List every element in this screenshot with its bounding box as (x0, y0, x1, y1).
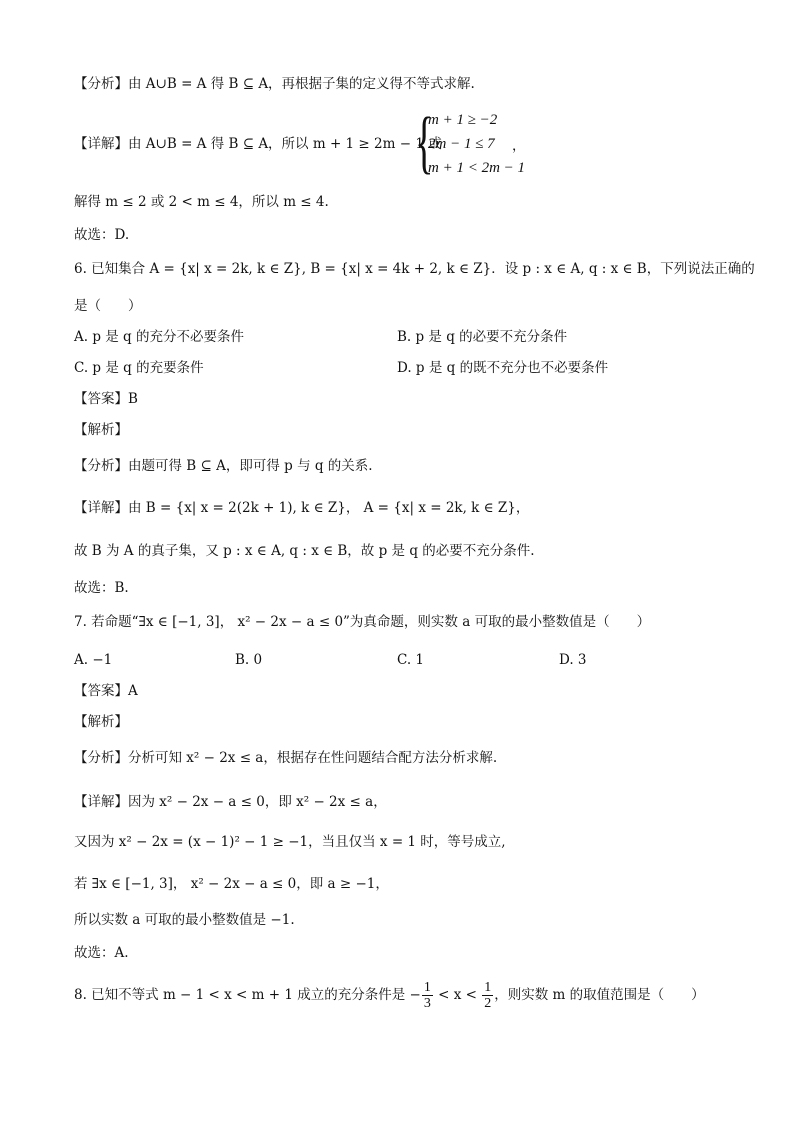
q7-choose: 故选：A. (74, 945, 129, 961)
q6-stem-line2: 是（ ） (74, 298, 142, 314)
fraction-numerator: 1 (484, 980, 492, 995)
q8-stem (74, 978, 705, 1012)
system-row-1: m + 1 ≥ −2 (428, 112, 498, 128)
q7-option-c: C. 1 (397, 652, 425, 668)
system-suffix: ， (512, 138, 526, 154)
q6-detail: 【详解】由 B = {x| x = 2(2k + 1), k ∈ Z}， A = {x| x = 2k, k ∈ Z}， (74, 500, 530, 516)
q8-stem-start: 8. 已知不等式 m − 1 < x < m + 1 成立的充分条件是 − (74, 987, 421, 1003)
system-brace: { (415, 104, 434, 181)
q7-option-a: A. −1 (74, 652, 113, 668)
fraction-one-third (422, 980, 433, 1011)
q7-stem: 7. 若命题“∃x ∈ [−1, 3]， x² − 2x − a ≤ 0”为真命题，则实数 a 可取的最小整数值是（ ） (74, 614, 651, 630)
q6-stem-line1: 6. 已知集合 A = {x| x = 2k, k ∈ Z}, B = {x| x = 4k + 2, k ∈ Z}．设 p : x ∈ A, q : x ∈ B，下列说法正确的 (74, 261, 755, 277)
fraction-numerator: 1 (423, 980, 431, 995)
q5-analysis: 【分析】由 A∪B = A 得 B ⊆ A，再根据子集的定义得不等式求解. (74, 76, 475, 92)
q7-option-b: B. 0 (235, 652, 263, 668)
system-row-3: m + 1 < 2m − 1 (428, 160, 526, 176)
q6-analysis: 【分析】由题可得 B ⊆ A，即可得 p 与 q 的关系. (74, 458, 373, 474)
q7-analysis: 【分析】分析可知 x² − 2x ≤ a，根据存在性问题结合配方法分析求解. (74, 750, 498, 766)
q7-option-d: D. 3 (559, 652, 587, 668)
q6-explain-title: 【解析】 (74, 422, 128, 438)
q7-detail-4: 所以实数 a 可取的最小整数值是 −1. (74, 912, 295, 928)
q5-solve: 解得 m ≤ 2 或 2 < m ≤ 4，所以 m ≤ 4. (74, 194, 329, 210)
q5-detail: 【详解】由 A∪B = A 得 B ⊆ A，所以 m + 1 ≥ 2m − 1 或 (74, 136, 442, 152)
q8-stem-middle: < x < (433, 987, 482, 1003)
q7-explain-title: 【解析】 (74, 714, 128, 730)
q6-option-b: B. p 是 q 的必要不充分条件 (397, 329, 568, 345)
system-row-2: 2m − 1 ≤ 7 (428, 136, 495, 152)
q7-detail-2: 又因为 x² − 2x = (x − 1)² − 1 ≥ −1，当且仅当 x = 1 时，等号成立, (74, 834, 506, 850)
q6-conclusion: 故 B 为 A 的真子集，又 p : x ∈ A, q : x ∈ B，故 p 是 q 的必要不充分条件. (74, 543, 535, 559)
fraction-denominator: 2 (484, 996, 492, 1011)
fraction-denominator: 3 (423, 996, 431, 1011)
q6-choose: 故选：B. (74, 580, 129, 596)
q6-option-c: C. p 是 q 的充要条件 (74, 360, 204, 376)
q6-option-a: A. p 是 q 的充分不必要条件 (74, 329, 244, 345)
q7-detail-3: 若 ∃x ∈ [−1, 3]， x² − 2x − a ≤ 0，即 a ≥ −1， (74, 876, 389, 892)
q5-choose: 故选：D. (74, 227, 130, 243)
q6-answer: 【答案】B (74, 391, 138, 407)
q7-detail-1: 【详解】因为 x² − 2x − a ≤ 0，即 x² − 2x ≤ a， (74, 794, 387, 810)
fraction-one-half (482, 980, 493, 1011)
q6-option-d: D. p 是 q 的既不充分也不必要条件 (397, 360, 609, 376)
q8-stem-end: ，则实数 m 的取值范围是（ ） (494, 987, 705, 1003)
q7-answer: 【答案】A (74, 683, 138, 699)
